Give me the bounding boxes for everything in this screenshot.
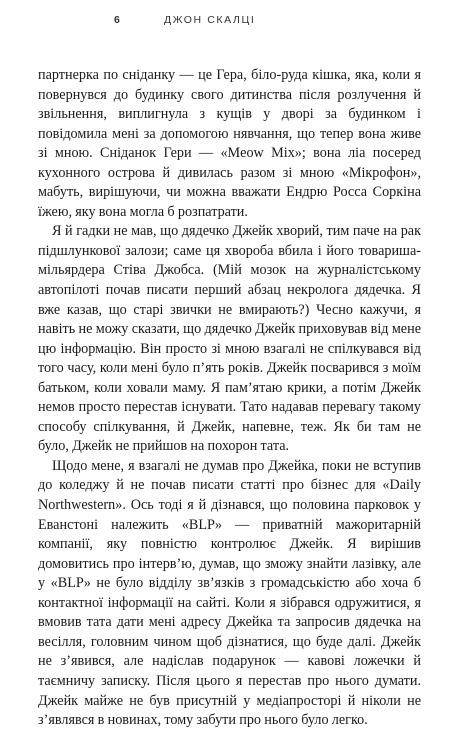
- running-title: ДЖОН СКАЛЦІ: [164, 14, 256, 26]
- paragraph-3: Щодо мене, я взагалі не думав про Джейка, поки не вступив до коледжу й не почав писати статті про бізнес для «Daily Northwestern». Ось тоді я й дізнався, що половина парковок у Еванстоні належить «BLP» — приватній мажоритарній компанії, яку повністю контролює Джейк. Я вирішив домовитись про інтерв’ю, думав, що зможу знайти лазівку, але у «BLP» не було відділу зв’язків з громадськістю або хоча б контактної інформації на сайті. Коли я зібрався одружитися, я вмовив тата дати мені адресу Джейка та запросив дядечка на весілля, головним чином щоб дізнатися, що буде далі. Джейк не з’явився, але надіслав подарунок — кавові ложечки й таємничу записку. Після цього я перестав про нього думати. Джейк майже не був присутній у медіапросторі й ніколи не з’являвся в новинах, тому забути про нього було легко.: [38, 457, 421, 729]
- running-head: [38, 14, 421, 36]
- body-text: [38, 66, 421, 731]
- paragraph-2: Я й гадки не мав, що дядечко Джейк хворий, тим паче на рак підшлункової залози; саме ця хвороба вбила і його товариша-мільярдера Стіва Джобса. (Мій мозок на журналістському автопілоті почав писати перший абзац некролога дядечка. Я вже казав, що старі звички не вмирають?) Чесно кажучи, я навіть не можу сказати, що дядечко Джейк приховував від мене цю інформацію. Він просто зі мною взагалі не спілкувався від того часу, коли мені було п’ять років. Джейк посварився з моїм батьком, коли ховали маму. Я пам’ятаю крики, а потім Джейк немов просто перестав існувати. Тато надавав перевагу такому способу спілкування, й Джейк, напевне, теж. Як би там не було, Джейк не прийшов на похорон тата.: [38, 223, 421, 455]
- paragraph-1: партнерка по сніданку — це Гера, біло-руда кішка, яка, коли я повернувся до будинку свого дитинства після розлучення й звільнення, виплигнула з кущів у дворі за будинком і повідомила мені за допомогою нявчання, що тепер вона живе зі мною. Сніданок Гери — «Meow Mix»; вона ліа посеред кухонного острова й дивилась разом зі мною «Мікрофон», мабуть, вирішуючи, чи можна вважати Ендрю Росса Соркіна їжею, яку вона могла б розпатрати.: [38, 67, 421, 220]
- book-page: [38, 14, 421, 731]
- page-number: 6: [114, 14, 120, 26]
